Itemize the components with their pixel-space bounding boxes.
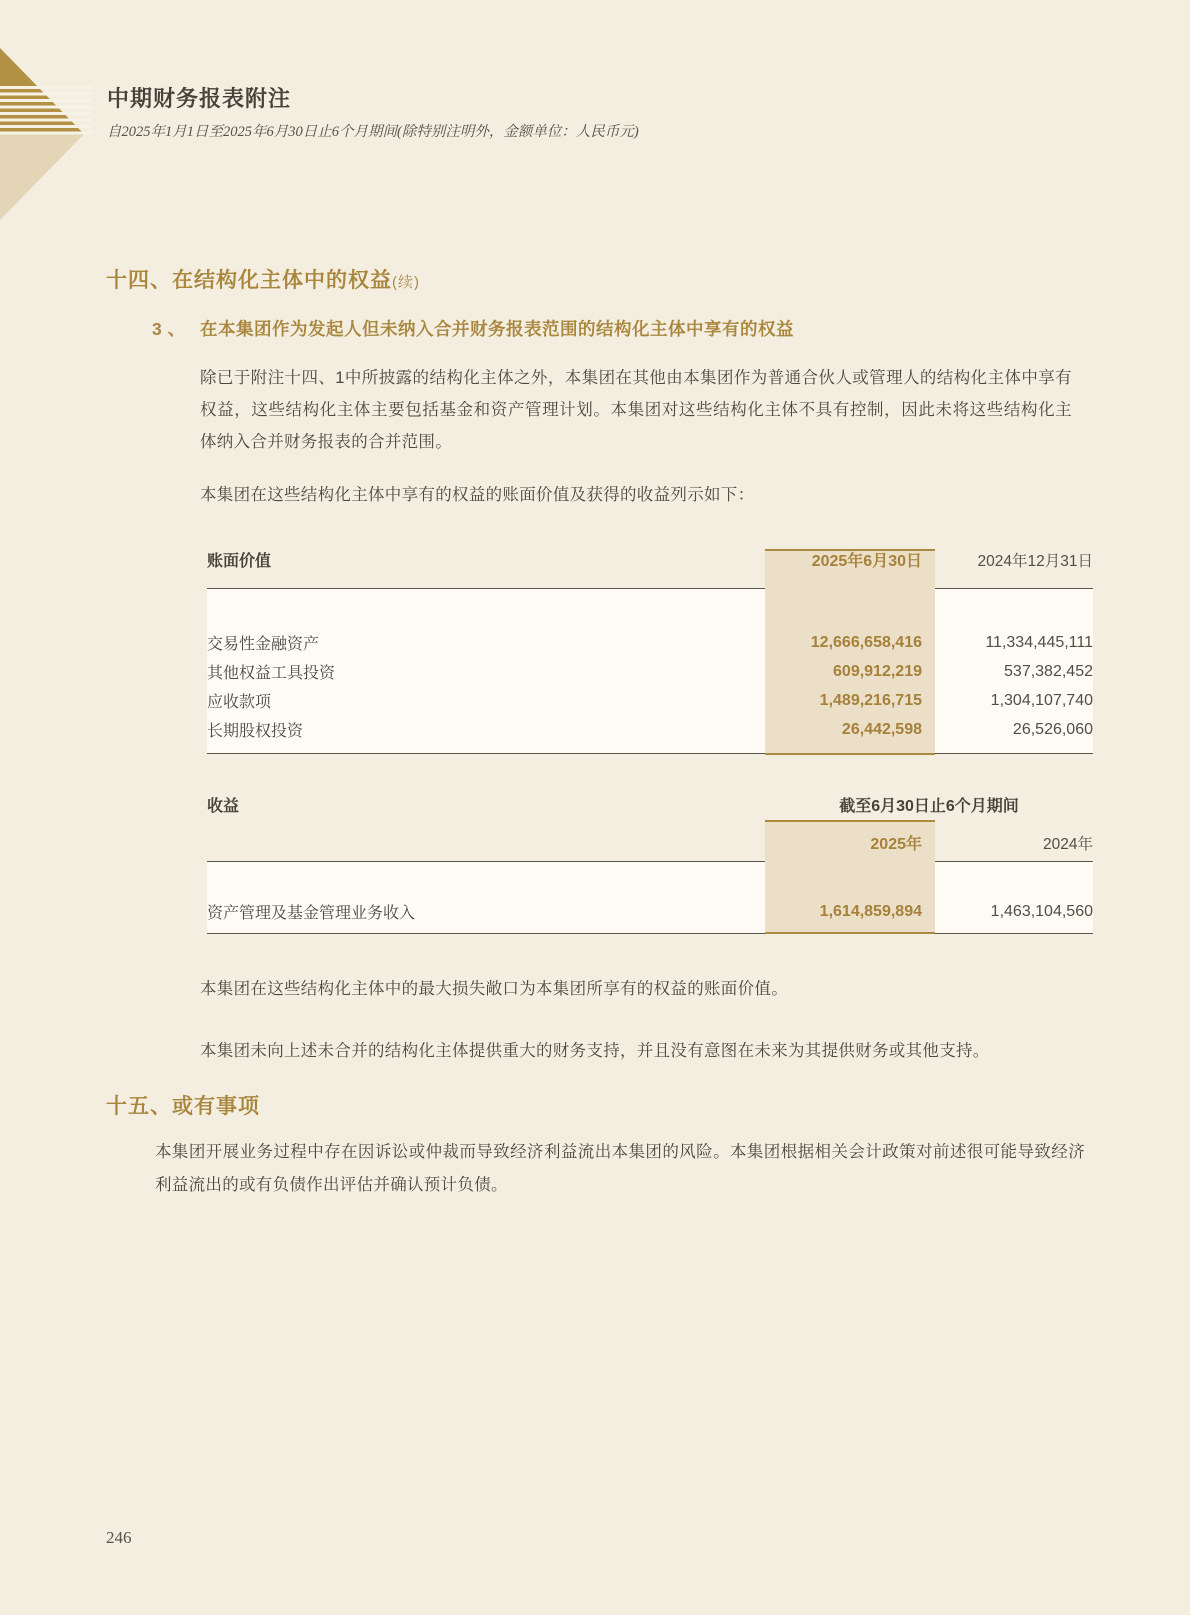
paragraph-max-loss-exposure: 本集团在这些结构化主体中的最大损失敞口为本集团所享有的权益的账面价值。 xyxy=(200,980,788,998)
section-14-heading-text: 十四、在结构化主体中的权益 xyxy=(106,269,392,292)
carrying-value-header-rule-right xyxy=(935,588,1093,589)
carrying-value-col-2025-header: 2025年6月30日 xyxy=(811,553,922,570)
row-value-2025: 26,442,598 xyxy=(841,720,922,738)
income-col-2025-header: 2025年 xyxy=(870,836,922,853)
income-period-header: 截至6月30日止6个月期间 xyxy=(839,798,1019,815)
row-label: 应收款项 xyxy=(207,694,272,711)
income-bottom-rule-right xyxy=(935,933,1093,934)
carrying-value-bottom-rule-right xyxy=(935,753,1093,754)
table-row xyxy=(207,897,1093,926)
row-value-2025: 609,912,219 xyxy=(833,662,922,680)
section-15-heading: 十五、或有事项 xyxy=(106,1095,260,1118)
row-value-2025: 1,614,859,894 xyxy=(819,902,922,920)
row-value-2024: 1,463,104,560 xyxy=(990,902,1093,920)
carrying-value-header-rule-left xyxy=(207,588,765,589)
corner-triangle-icon xyxy=(0,48,96,220)
row-value-2025: 1,489,216,715 xyxy=(819,691,922,709)
paragraph-contingencies: 本集团开展业务过程中存在因诉讼或仲裁而导致经济利益流出本集团的风险。本集团根据相关会计政策对前述很可能导致经济利益流出的或有负债作出评估并确认预计负债。 xyxy=(155,1143,1085,1194)
table-row xyxy=(207,686,1093,715)
income-col-2024-header: 2024年 xyxy=(1043,836,1093,853)
row-label: 资产管理及基金管理业务收入 xyxy=(207,905,416,922)
carrying-value-table-title: 账面价值 xyxy=(207,553,272,570)
carrying-value-bottom-rule-left xyxy=(207,753,765,754)
row-value-2025: 12,666,658,416 xyxy=(810,633,922,651)
section-14-heading xyxy=(106,264,420,294)
page-number: 246 xyxy=(106,1528,132,1547)
carrying-value-col-2024-header: 2024年12月31日 xyxy=(977,553,1093,570)
paragraph-table-intro: 本集团在这些结构化主体中享有的权益的账面价值及获得的收益列示如下： xyxy=(200,486,755,504)
paragraph-structured-entities: 除已于附注十四、1中所披露的结构化主体之外，本集团在其他由本集团作为普通合伙人或管理人的结构化主体中享有权益，这些结构化主体主要包括基金和资产管理计划。本集团对这些结构化主体不具有控制，因此未将这些结构化主体纳入合并财务报表的合并范围。 xyxy=(200,369,1072,451)
page-header-title: 中期财务报表附注 xyxy=(107,86,292,111)
table-row xyxy=(207,628,1093,657)
carrying-value-table-rows xyxy=(207,628,1093,744)
section-14-heading-suffix: (续) xyxy=(392,274,420,291)
income-header-rule-left xyxy=(207,861,765,862)
income-table-rows xyxy=(207,897,1093,926)
table-row xyxy=(207,657,1093,686)
row-value-2024: 1,304,107,740 xyxy=(990,691,1093,709)
row-label: 其他权益工具投资 xyxy=(207,665,336,682)
row-value-2024: 11,334,445,111 xyxy=(985,633,1093,651)
table-row xyxy=(207,715,1093,744)
row-value-2024: 26,526,060 xyxy=(1012,720,1093,738)
row-label: 长期股权投资 xyxy=(207,723,304,740)
row-label: 交易性金融资产 xyxy=(207,636,320,653)
subsection-3-heading: 在本集团作为发起人但未纳入合并财务报表范围的结构化主体中享有的权益 xyxy=(200,319,794,339)
row-value-2024: 537,382,452 xyxy=(1004,662,1093,680)
paragraph-no-financial-support: 本集团未向上述未合并的结构化主体提供重大的财务支持，并且没有意图在未来为其提供财务或其他支持。 xyxy=(200,1042,990,1060)
income-bottom-rule-left xyxy=(207,933,765,934)
subsection-3-number: 3 、 xyxy=(152,319,186,339)
income-header-rule-right xyxy=(935,861,1093,862)
page-header-subtitle: 自2025年1月1日至2025年6月30日止6个月期间(除特别注明外，金额单位：人民币元) xyxy=(107,124,639,140)
income-table-title: 收益 xyxy=(207,798,240,815)
